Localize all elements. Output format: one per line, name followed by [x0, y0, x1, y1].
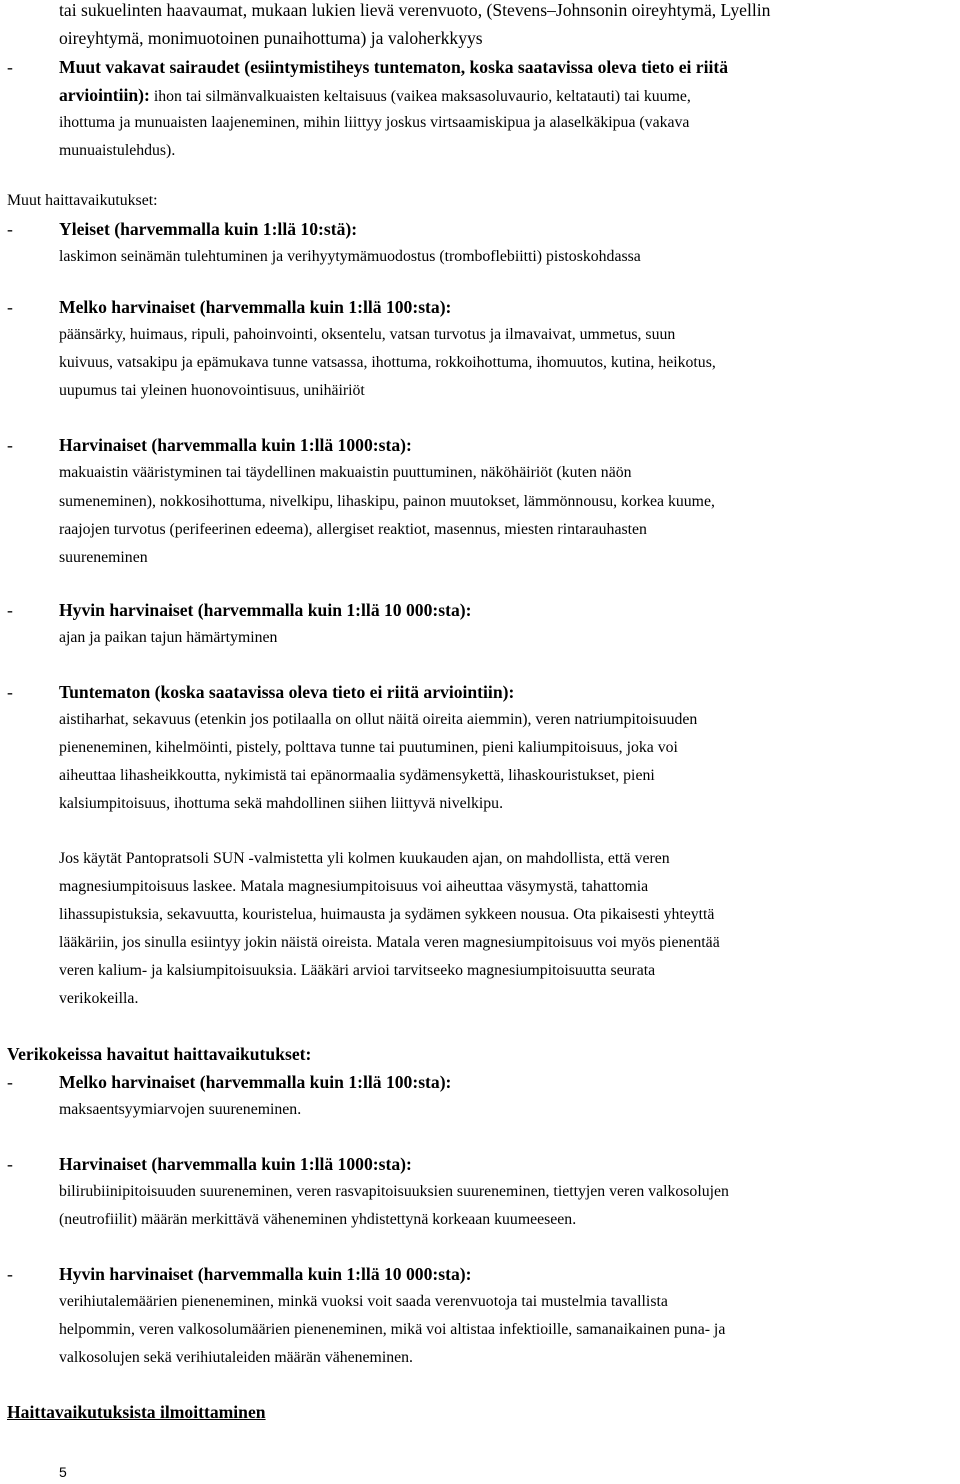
page-number: 5	[59, 1464, 67, 1480]
text-line: ajan ja paikan tajun hämärtyminen	[59, 629, 278, 646]
text-line: verikokeilla.	[59, 990, 139, 1007]
frequency-heading: Melko harvinaiset (harvemmalla kuin 1:llä 100:sta):	[59, 297, 452, 317]
frequency-heading: Hyvin harvinaiset (harvemmalla kuin 1:llä 10 000:sta):	[59, 600, 472, 620]
text-line: (neutrofiilit) määrän merkittävä väheneminen yhdistettynä korkeaan kuumeeseen.	[59, 1211, 577, 1228]
text-line: valkosolujen sekä verihiutaleiden määrän väheneminen.	[59, 1349, 413, 1366]
text-line: kalsiumpitoisuus, ihottuma sekä mahdollinen siihen liittyvä nivelkipu.	[59, 795, 504, 812]
list-dash: -	[7, 682, 13, 702]
list-dash: -	[7, 1154, 13, 1174]
text-line: helpommin, veren valkosolumäärien pieneneminen, mikä voi altistaa infektioille, samanaikainen puna- ja	[59, 1321, 726, 1338]
text-line: oireyhtymä, monimuotoinen punaihottuma) ja valoherkkyys	[59, 28, 483, 48]
text-line: munuaistulehdus).	[59, 142, 176, 159]
list-dash: -	[7, 57, 13, 77]
text-line: laskimon seinämän tulehtuminen ja verihyytymämuodostus (tromboflebiitti) pistoskohdassa	[59, 248, 641, 265]
text-line	[59, 81, 691, 111]
text-line: Jos käytät Pantopratsoli SUN -valmistetta yli kolmen kuukauden ajan, on mahdollista, että veren	[59, 850, 670, 867]
text-line: kuivuus, vatsakipu ja epämukava tunne vatsassa, ihottuma, rokkoihottuma, ihomuutos, kutina, heikotus,	[59, 354, 716, 371]
section-heading-continuation: arviointiin):	[59, 85, 150, 105]
text-line: päänsärky, huimaus, ripuli, pahoinvointi, oksentelu, vatsan turvotus ja ilmavaivat, ummetus, suun	[59, 326, 676, 343]
text-line: magnesiumpitoisuus laskee. Matala magnesiumpitoisuus voi aiheuttaa väsymystä, tahattomia	[59, 878, 649, 895]
text-line: aistiharhat, sekavuus (etenkin jos potilaalla on ollut näitä oireita aiemmin), veren natriumpitoisuuden	[59, 711, 698, 728]
list-dash: -	[7, 1072, 13, 1092]
text-line: ihottuma ja munuaisten laajeneminen, mihin liittyy joskus virtsaamiskipua ja alaselkäkipua (vakava	[59, 114, 690, 131]
list-dash: -	[7, 297, 13, 317]
text-line: pieneneminen, kihelmöinti, pistely, polttava tunne tai puutuminen, pieni kaliumpitoisuus, joka voi	[59, 739, 678, 756]
text-line: aiheuttaa lihasheikkoutta, nykimistä tai epänormaalia sydämensykettä, lihaskouristukset, pieni	[59, 767, 655, 784]
text-line: lääkäriin, jos sinulla esiintyy jokin näistä oireista. Matala veren magnesiumpitoisuus voi myös pienentää	[59, 934, 720, 951]
text-span: ihon tai silmänvalkuaisten keltaisuus (vaikea maksasoluvaurio, keltatauti) tai kuume,	[149, 88, 691, 105]
text-line: bilirubiinipitoisuuden suureneminen, veren rasvapitoisuuksien suureneminen, tiettyjen veren valkosolujen	[59, 1183, 729, 1200]
frequency-heading: Yleiset (harvemmalla kuin 1:llä 10:stä):	[59, 219, 358, 239]
text-line: uupumus tai yleinen huonovointisuus, unihäiriöt	[59, 382, 365, 399]
list-dash: -	[7, 600, 13, 620]
list-dash: -	[7, 1264, 13, 1284]
subsection-title: Muut haittavaikutukset:	[7, 192, 158, 209]
frequency-heading: Tuntematon (koska saatavissa oleva tieto ei riitä arviointiin):	[59, 682, 515, 702]
text-line: raajojen turvotus (perifeerinen edeema), allergiset reaktiot, masennus, miesten rintarauhasten	[59, 521, 647, 538]
text-line: veren kalium- ja kalsiumpitoisuuksia. Lääkäri arvioi tarvitseeko magnesiumpitoisuutta seurata	[59, 962, 656, 979]
text-line: lihassupistuksia, sekavuutta, kouristelua, huimausta ja sydämen sykkeen nousua. Ota pikaisesti yhteyttä	[59, 906, 715, 923]
section-heading: Muut vakavat sairaudet (esiintymistiheys tuntematon, koska saatavissa oleva tieto ei riitä	[59, 57, 729, 77]
section-title: Verikokeissa havaitut haittavaikutukset:	[7, 1044, 312, 1064]
frequency-heading: Melko harvinaiset (harvemmalla kuin 1:llä 100:sta):	[59, 1072, 452, 1092]
text-line: verihiutalemäärien pieneneminen, minkä vuoksi voit saada verenvuotoja tai mustelmia tavallista	[59, 1293, 668, 1310]
list-dash: -	[7, 435, 13, 455]
list-dash: -	[7, 219, 13, 239]
text-line: sumeneminen), nokkosihottuma, nivelkipu, lihaskipu, painon muutokset, lämmönnousu, korkea kuume,	[59, 493, 715, 510]
frequency-heading: Harvinaiset (harvemmalla kuin 1:llä 1000:sta):	[59, 1154, 412, 1174]
frequency-heading: Harvinaiset (harvemmalla kuin 1:llä 1000:sta):	[59, 435, 412, 455]
text-line: tai sukuelinten haavaumat, mukaan lukien lievä verenvuoto, (Stevens–Johnsonin oireyhtymä, Lyellin	[59, 0, 771, 20]
section-title: Haittavaikutuksista ilmoittaminen	[7, 1402, 266, 1422]
frequency-heading: Hyvin harvinaiset (harvemmalla kuin 1:llä 10 000:sta):	[59, 1264, 472, 1284]
text-line: makuaistin vääristyminen tai täydellinen makuaistin puuttuminen, näköhäiriöt (kuten näön	[59, 464, 632, 481]
text-line: suureneminen	[59, 549, 148, 566]
text-line: maksaentsyymiarvojen suureneminen.	[59, 1101, 302, 1118]
